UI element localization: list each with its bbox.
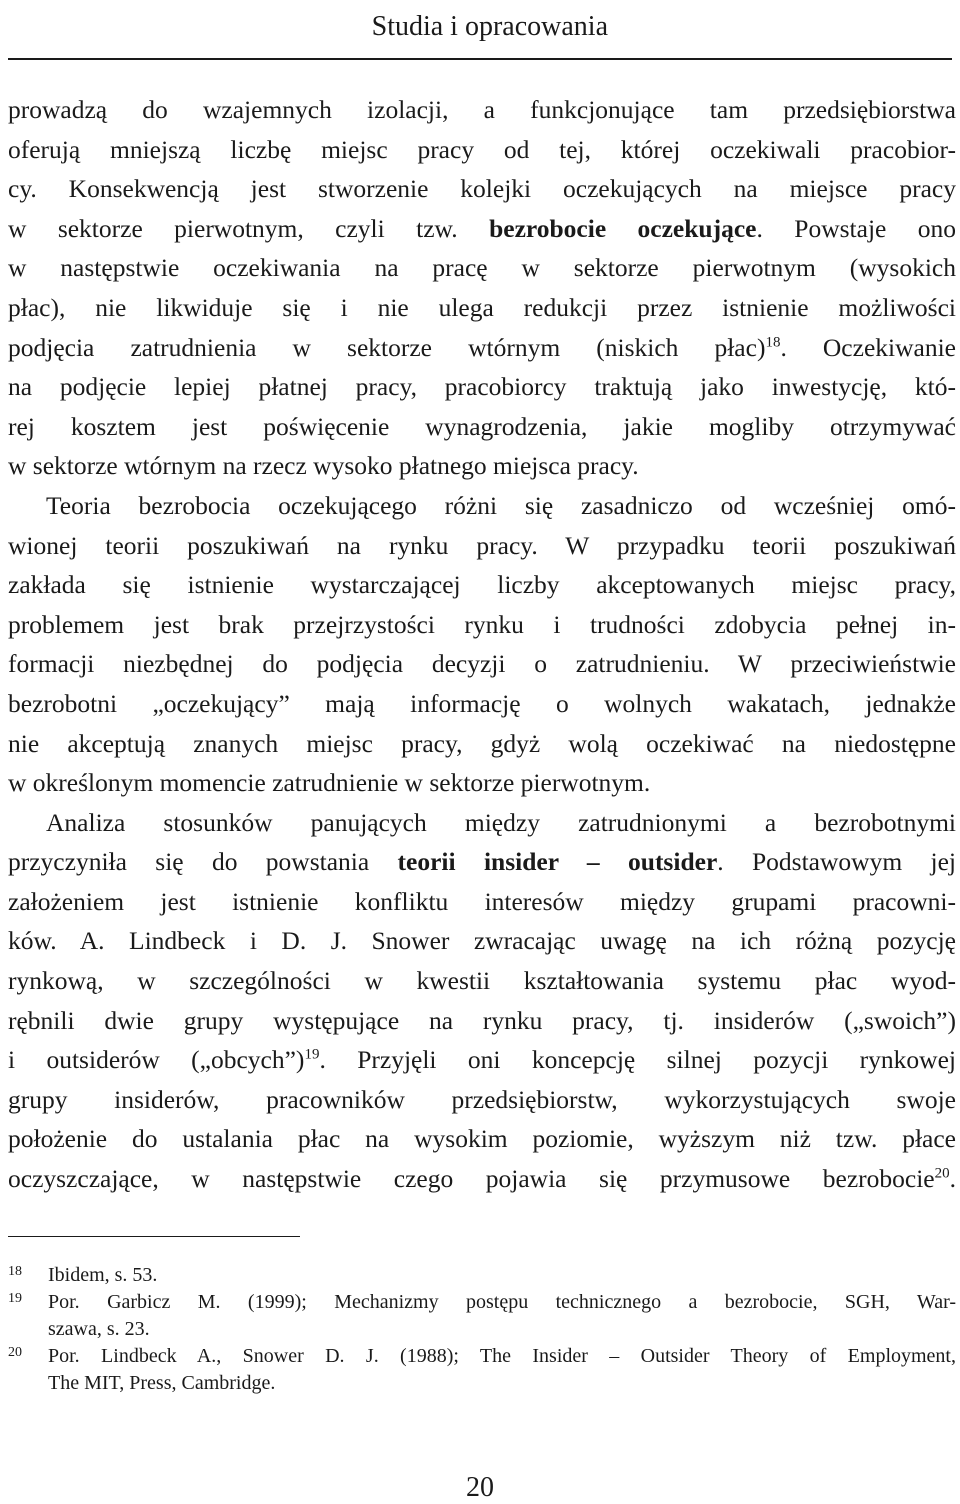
footnote-20	[8, 1343, 956, 1397]
footnote-text	[48, 1343, 956, 1397]
footnote-ref-19[interactable]: 19	[304, 1046, 320, 1063]
text-line: zakłada się istnienie wystarczającej liczby akceptowanych miejsc pracy,	[8, 570, 956, 600]
text-run: i outsiderów („obcych”)	[8, 1045, 305, 1075]
text-line	[8, 842, 956, 882]
footnote-ref-18[interactable]: 18	[765, 334, 781, 351]
text-run: . Podstawowym jej	[717, 847, 956, 877]
text-line: bezrobotni „oczekujący” mają informację o wolnych wakatach, jednakże	[8, 688, 956, 718]
text-run: . Przyjęli oni koncepcję silnej pozycji rynkowej	[319, 1045, 956, 1075]
paragraph-2	[8, 486, 956, 803]
text-line	[8, 209, 956, 249]
footnote-number: 18	[8, 1264, 22, 1279]
running-header-title: Studia i opracowania	[371, 11, 608, 42]
text-run: oczyszczające, w następstwie czego pojawia się przymusowe bezrobocie	[8, 1164, 935, 1194]
footnote-separator	[8, 1236, 300, 1237]
paragraph-3	[8, 803, 956, 1199]
text-line: założeniem jest istnienie konfliktu interesów między grupami pracowni-	[8, 886, 956, 916]
text-line: Teoria bezrobocia oczekującego różni się zasadniczo od wcześniej omó-	[46, 490, 956, 520]
footnote-line: szawa, s. 23.	[48, 1318, 150, 1340]
footnote-18	[8, 1262, 956, 1289]
text-line: oferują mniejszą liczbę miejsc pracy od tej, której oczekiwali pracobior-	[8, 134, 956, 164]
running-header	[8, 0, 952, 60]
text-line	[8, 328, 956, 368]
text-run: . Powstaje ono	[756, 213, 956, 243]
text-line: prowadzą do wzajemnych izolacji, a funkcjonujące tam przedsiębiorstwa	[8, 95, 956, 124]
text-line: w sektorze wtórnym na rzecz wysoko płatnego miejsca pracy.	[8, 451, 639, 481]
footnote-line: Por. Lindbeck A., Snower D. J. (1988); The Insider – Outsider Theory of Employment,	[48, 1345, 956, 1367]
text-line: problemem jest brak przejrzystości rynku i trudności zdobycia pełnej in-	[8, 609, 956, 639]
text-run: przyczyniła się do powstania	[8, 847, 398, 877]
text-line: wionej teorii poszukiwań na rynku pracy. W przypadku teorii poszukiwań	[8, 530, 956, 560]
footnote-number: 19	[8, 1291, 22, 1306]
text-line	[8, 1159, 956, 1199]
text-line	[8, 1040, 956, 1080]
footnote-text	[48, 1289, 956, 1343]
footnote-line: Ibidem, s. 53.	[48, 1264, 158, 1286]
footnote-ref-20[interactable]: 20	[934, 1165, 950, 1182]
text-line: ków. A. Lindbeck i D. J. Snower zwracając uwagę na ich różną pozycję	[8, 926, 956, 956]
text-line: w określonym momencie zatrudnienie w sektorze pierwotnym.	[8, 768, 651, 798]
text-run: . Oczekiwanie	[780, 332, 956, 362]
term-waiting-unemployment: bezrobocie oczekujące	[489, 213, 757, 243]
text-run: .	[949, 1164, 956, 1194]
text-line: na podjęcie lepiej płatnej pracy, pracobiorcy traktują jako inwestycję, któ-	[8, 372, 956, 402]
text-line: rynkową, w szczególności w kwestii kształtowania systemu płac wyod-	[8, 966, 956, 996]
text-line: rej kosztem jest poświęcenie wynagrodzenia, jakie mogliby otrzymywać	[8, 411, 956, 441]
term-insider-outsider-theory: teorii insider – outsider	[397, 847, 718, 877]
text-line: grupy insiderów, pracowników przedsiębiorstw, wykorzystujących swoje	[8, 1084, 956, 1114]
text-line: położenie do ustalania płac na wysokim poziomie, wyższym niż tzw. płace	[8, 1124, 956, 1154]
footnote-19	[8, 1289, 956, 1343]
footnote-text	[48, 1262, 956, 1289]
footnote-line: The MIT, Press, Cambridge.	[48, 1372, 276, 1394]
main-text	[8, 90, 956, 1199]
text-line: formacji niezbędnej do podjęcia decyzji o zatrudnieniu. W przeciwieństwie	[8, 649, 956, 679]
text-line: cy. Konsekwencją jest stworzenie kolejki oczekujących na miejsce pracy	[8, 174, 956, 204]
footnotes	[8, 1262, 956, 1397]
text-line: rębnili dwie grupy występujące na rynku pracy, tj. insiderów („swoich”)	[8, 1005, 956, 1035]
text-line: nie akceptują znanych miejsc pracy, gdyż wolą oczekiwać na niedostępne	[8, 728, 956, 758]
page-number: 20	[466, 1472, 494, 1503]
footnote-line: Por. Garbicz M. (1999); Mechanizmy postępu technicznego a bezrobocie, SGH, War-	[48, 1291, 956, 1313]
paragraph-1	[8, 90, 956, 486]
text-line: w następstwie oczekiwania na pracę w sektorze pierwotnym (wysokich	[8, 253, 956, 283]
footnote-number: 20	[8, 1345, 22, 1360]
text-run: podjęcia zatrudnienia w sektorze wtórnym (niskich płac)	[8, 332, 766, 362]
text-run: w sektorze pierwotnym, czyli tzw.	[8, 213, 490, 243]
text-line: płac), nie likwiduje się i nie ulega redukcji przez istnienie możliwości	[8, 292, 956, 322]
text-line: Analiza stosunków panujących między zatrudnionymi a bezrobotnymi	[46, 807, 956, 837]
